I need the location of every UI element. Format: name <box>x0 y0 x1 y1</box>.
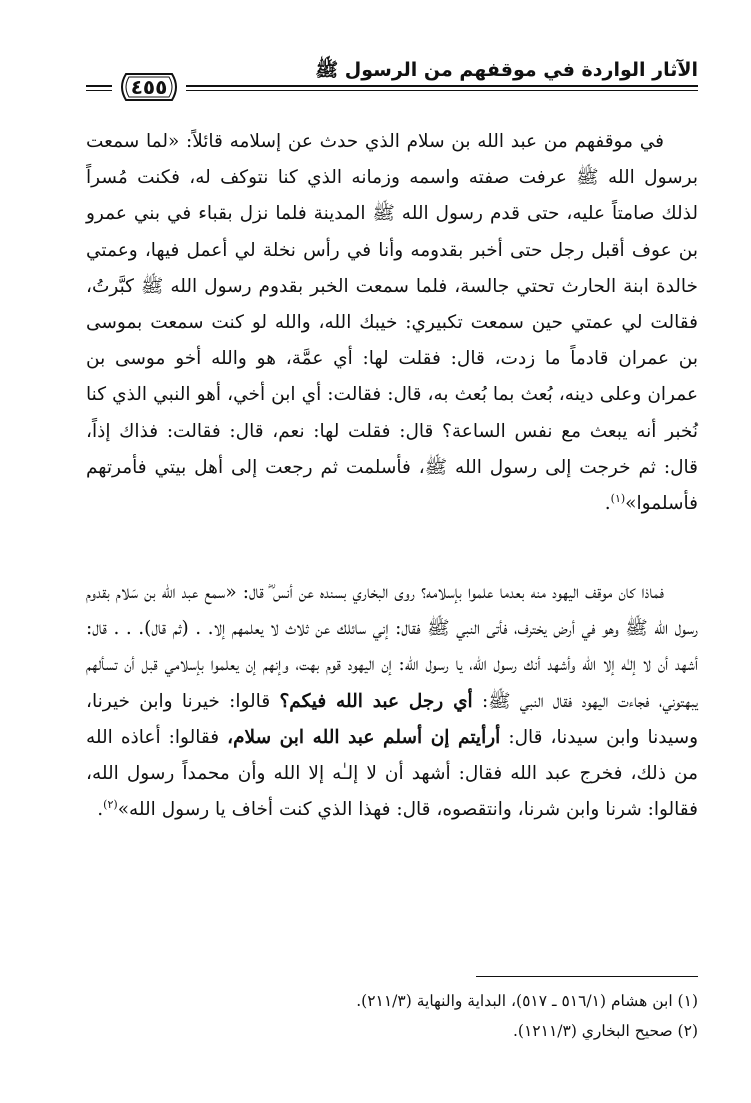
footnote-ref-2: (٢) <box>103 798 118 812</box>
page-number-badge <box>116 72 182 102</box>
paragraph-2 <box>86 575 698 828</box>
paragraph-2-text-3: فقالوا: أعاذه الله من ذلك، فخرج عبد الله فقال: أشهد أن لا إلـٰه إلا الله وأن محمداً رسول الله، فقالوا: شرنا وابن شرنا، وانتقصوه، قال: فهذا الذي كنت أخاف يا رسول الله» <box>86 726 698 821</box>
paragraph-2-end: . <box>97 799 104 821</box>
paragraph-1-end: . <box>604 493 611 515</box>
footnote-ref-1: (١) <box>610 491 626 505</box>
header-rule <box>86 85 112 87</box>
paragraph-2-text-2: قالوا: خيرنا وابن خيرنا، وسيدنا وابن سيدنا، قال: <box>86 690 698 748</box>
header-rule <box>186 85 698 87</box>
bold-phrase-2: أرأيتم إن أسلم عبد الله ابن سلام، <box>227 726 501 748</box>
running-title: الآثار الواردة في موقفهم من الرسول ﷺ <box>315 59 698 81</box>
page-header <box>86 50 698 110</box>
footnotes <box>86 986 698 1046</box>
page-number: ٤٥٥ <box>130 75 168 99</box>
footnote-divider <box>476 976 698 977</box>
paragraph-1 <box>86 124 698 522</box>
footnote-2: (٢) صحيح البخاري (١٢١١/٣). <box>512 1022 698 1040</box>
paragraph-2-text: فماذا كان موقف اليهود منه بعدما علموا بإسلامه؟ روى البخاري بسنده عن أنس ؓ قال: «سمع عبد الله بن سَلام بقدوم رسول الله ﷺ وهو في أرض يخترف، فأتى النبي ﷺ فقال: إني سائلك عن ثلاث لا يعلمهم إلا. . (ثم قال). . . قال: أشهد أن لا إلـٰه إلا الله وأشهد أنك رسول الله، يا رسول الله: إن اليهود قوم بهت، وإنهم إن يعلموا بإسلامي قبل أن تسألهم يبهتوني، فجاءت اليهود فقال النبي ﷺ: <box>86 582 698 712</box>
bold-phrase-1: أي رجل عبد الله فيكم؟ <box>279 690 473 712</box>
header-rule <box>86 90 112 91</box>
footnote-1: (١) ابن هشام (٥١٦/١ ـ ٥١٧)، البداية والنهاية (٢١١/٣). <box>356 992 698 1010</box>
header-rule <box>186 90 698 91</box>
paragraph-1-text: في موقفهم من عبد الله بن سلام الذي حدث عن إسلامه قائلاً: «لما سمعت برسول الله ﷺ عرفت صفته واسمه وزمانه الذي كنا نتوكف له، فكنت مُسراً لذلك صامتاً عليه، حتى قدم رسول الله ﷺ المدينة فلما نزل بقباء في بني عمرو بن عوف أقبل رجل حتى أخبر بقدومه وأنا في رأس نخلة لي أعمل فيها، وعمتي خالدة ابنة الحارث تحتي جالسة، فلما سمعت الخبر بقدوم رسول الله ﷺ كبَّرتُ، فقالت لي عمتي حين سمعت تكبيري: خيبك الله، والله لو كنت سمعت بموسى بن عمران قادماً ما زدت، قال: فقلت لها: أي عمَّة، هو والله أخو موسى بن عمران وعلى دينه، بُعث بما بُعث به، قال: فقالت: أي ابن أخي، أهو النبي الذي كنا نُخبر أنه يبعث مع نفس الساعة؟ قال: فقلت لها: نعم، قال: فقالت: فذاك إذاً، قال: ثم خرجت إلى رسول الله ﷺ، فأسلمت ثم رجعت إلى أهل بيتي فأمرتهم فأسلموا» <box>86 131 698 515</box>
